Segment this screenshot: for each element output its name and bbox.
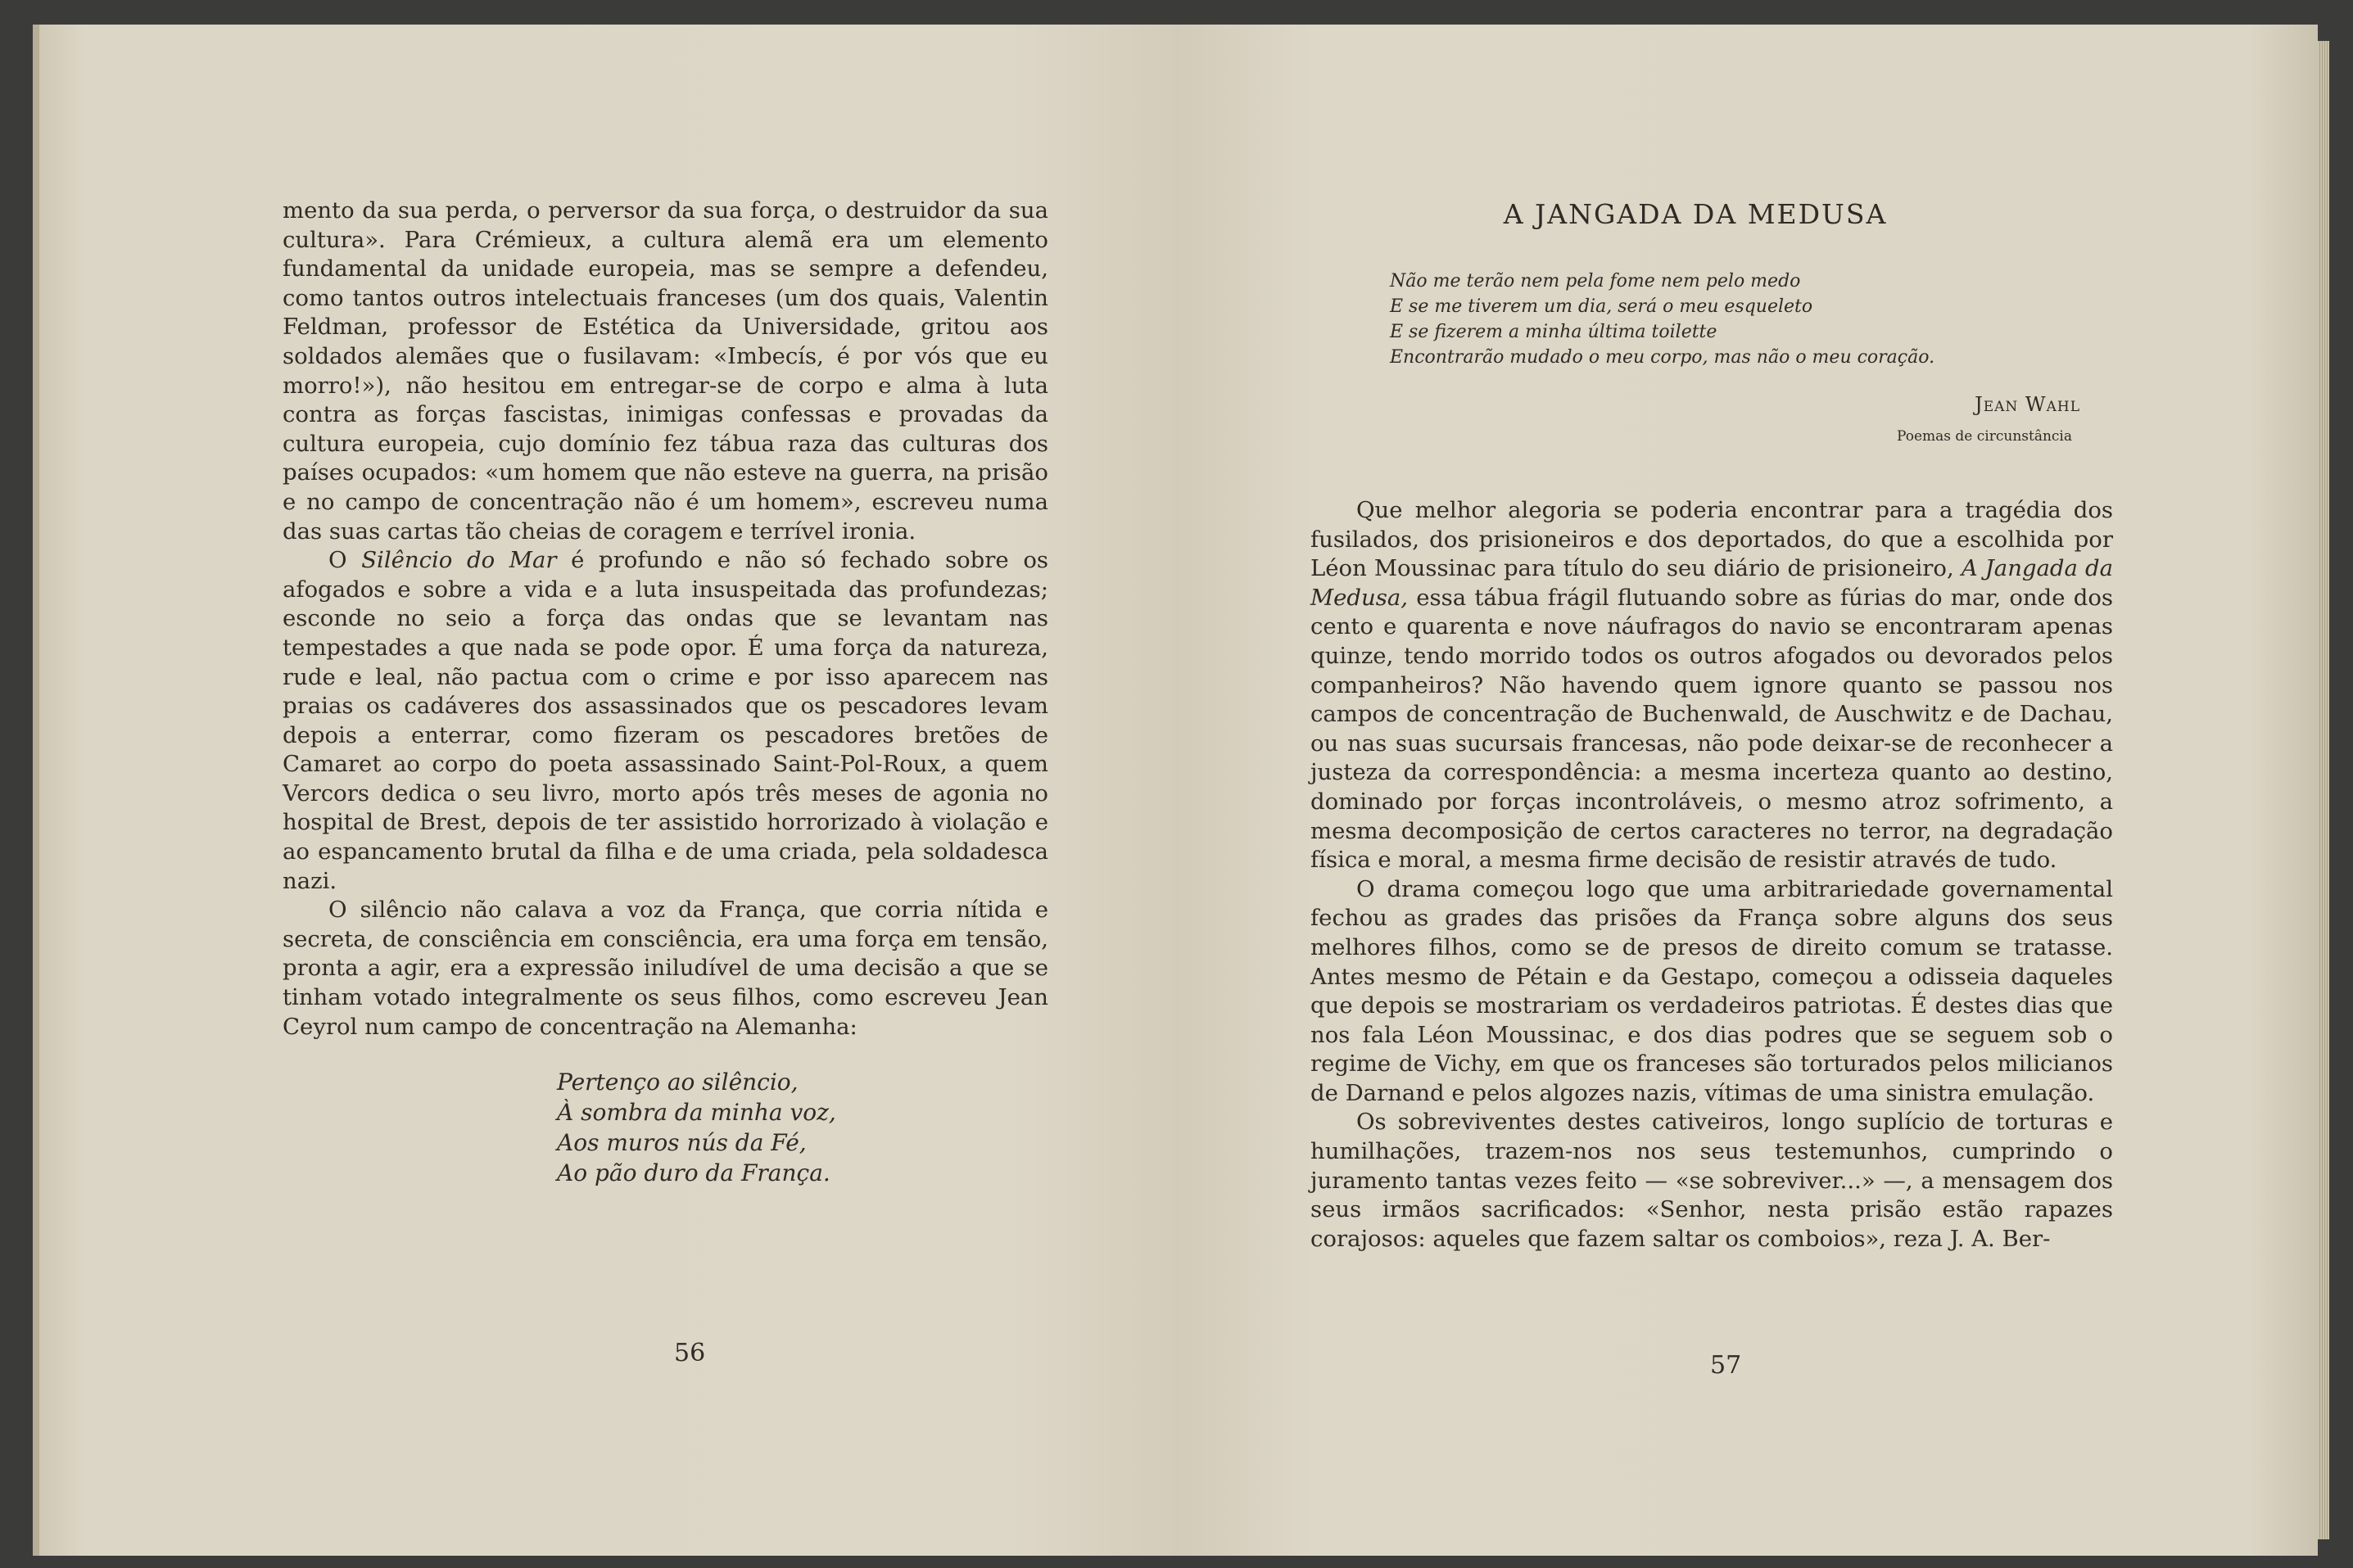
right-page-text xyxy=(1310,496,2113,1254)
chapter-title: A JANGADA DA MEDUSA xyxy=(1503,198,1888,230)
epigraph xyxy=(1390,269,1934,370)
left-p2-rest: esconde no seio a força das ondas que se levantam nas tempestades a que nada se pode opor. É uma força da natureza, rude e leal, não pactua com o crime e por isso aparecem nas praias os cadáveres dos assassinados que os pescadores levam depois a enterrar, como fizeram os pescadores bretões de Camaret ao corpo do poeta assassinado Saint-Pol-Roux, a quem Vercors dedica o seu livro, morto após três meses de agonia no hospital de Brest, depois de ter assistido horrorizado à violação e ao espancamento brutal da filha e de uma criada, pela soldadesca nazi. xyxy=(283,605,1048,894)
left-page-text xyxy=(283,197,1048,1042)
left-paragraph-1: mento da sua perda, o perversor da sua força, o destruidor da sua cultura». Para Crémieux, a cultura alemã era um elemento fundamental da unidade europeia, mas se sempre a defendeu, como tantos outros intelectuais franceses (um dos quais, Valentin Feldman, professor de Estética da Universidade, gritou aos soldados alemães que o fusilavam: «Imbecís, é por vós que eu morro!»), não hesitou em entregar-se de corpo e alma à luta contra as forças fascistas, inimigas confessas e provadas da cultura europeia, cujo domínio fez tábua raza das culturas dos países ocupados: «um homem que não esteve na guerra, na prisão e no campo de concentração não é um homem», escreveu numa das suas cartas tão cheias de coragem e terrível ironia. xyxy=(283,197,1048,545)
epigraph-line: Não me terão nem pela fome nem pelo medo xyxy=(1390,271,1801,291)
page-number-left: 56 xyxy=(674,1339,706,1367)
epigraph-line: E se me tiverem um dia, será o meu esqueleto xyxy=(1390,296,1813,317)
poem-line: À sombra da minha voz, xyxy=(557,1099,836,1126)
right-paragraph-3: Os sobreviventes destes cativeiros, longo suplício de torturas e humilhações, trazem-nos nos seus testemunhos, cumprindo o juramento tantas vezes feito — «se sobreviver...» —, a mensagem dos seus irmãos sacrificados: «Senhor, nesta prisão estão rapazes corajosos: aqueles que fazem saltar os comboios», reza J. A. Ber- xyxy=(1310,1109,2113,1252)
poem-quote xyxy=(557,1067,836,1188)
right-paragraph-2: O drama começou logo que uma arbitrariedade governamental fechou as grades das prisões da França sobre alguns dos seus melhores filhos, como se de presos de direito comum se tratasse. Antes mesmo de Pétain e da Gestapo, começou a odisseia daqueles que depois se mostrariam os verdadeiros patriotas. É destes dias que nos fala Léon Moussinac, e dos dias podres que se seguem sob o regime de Vichy, em que os franceses são torturados pelos milicianos de Darnand e pelos algozes nazis, vítimas de uma sinistra emulação. xyxy=(1310,875,2113,1106)
left-p2-middle: é profundo e não só fechado sobre os afogados e sobre a vida e a luta insuspeitada das profundezas; xyxy=(283,547,1048,603)
open-book xyxy=(33,25,2318,1556)
epigraph-line: E se fizerem a minha última toilette xyxy=(1390,322,1717,342)
poem-line: Pertenço ao silêncio, xyxy=(557,1069,799,1096)
book-title-jangada: A Jangada da Medusa, xyxy=(1310,555,2113,611)
book-title-silencio: Silêncio do Mar xyxy=(361,547,557,574)
epigraph-line: Encontrarão mudado o meu corpo, mas não o meu coração. xyxy=(1390,347,1935,368)
page-number-right: 57 xyxy=(1710,1351,1742,1380)
left-paragraph-2 xyxy=(283,546,1048,896)
right-p1-start: Que melhor alegoria se poderia encontrar para a tragédia dos fusilados, dos prisioneiros e dos deportados, do que a escolhida por Léon Moussinac para título do seu diário de prisioneiro, xyxy=(1310,497,2113,582)
poem-line: Ao pão duro da França. xyxy=(557,1159,830,1186)
poem-line: Aos muros nús da Fé, xyxy=(557,1129,807,1156)
epigraph-author: Jean Wahl xyxy=(1975,393,2080,416)
right-p1-end: essa tábua frágil flutuando sobre as fúrias do mar, onde dos cento e quarenta e nove náufragos do navio se encontraram apenas quinze, tendo morrido todos os outros afogados ou devorados pelos companheiros? Não havendo quem ignore quanto se passou nos campos de concentração de Buchenwald, de Auschwitz e de Dachau, ou nas suas sucursais francesas, não pode deixar-se de reconhecer a justeza da correspondência: a mesma incerteza quanto ao destino, dominado por forças incontroláveis, o mesmo atroz sofrimento, a mesma decomposição de certos caracteres no terror, na degradação física e moral, a mesma firme decisão de resistir através de tudo. xyxy=(1310,584,2113,874)
right-paragraph-1 xyxy=(1310,496,2113,875)
left-paragraph-3: O silêncio não calava a voz da França, que corria nítida e secreta, de consciência em consciência, era uma força em tensão, pronta a agir, era a expressão iniludível de uma decisão a que se tinham votado integralmente os seus filhos, como escreveu Jean Ceyrol num campo de concentração na Alemanha: xyxy=(283,897,1048,1040)
epigraph-source: Poemas de circunstância xyxy=(1896,428,2072,445)
page-edges xyxy=(2318,41,2329,1539)
left-p2-prefix: O xyxy=(328,547,362,574)
